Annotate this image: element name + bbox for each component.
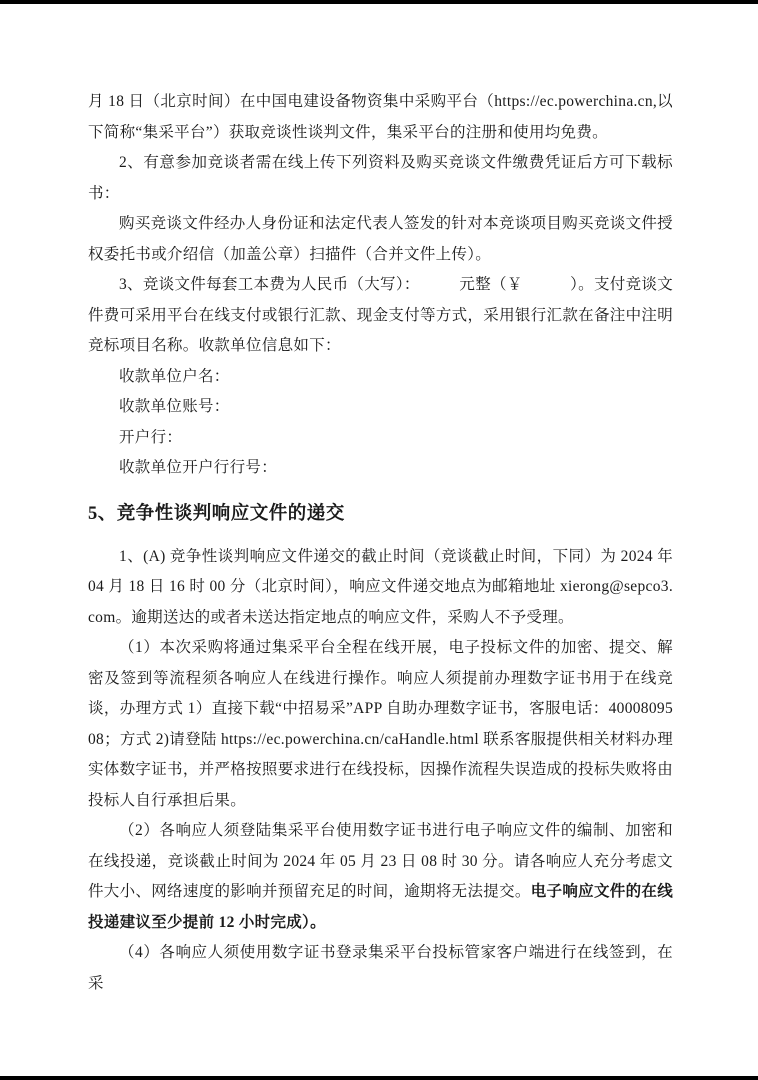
document-content <box>88 87 673 999</box>
paragraph-upload-deadline-text: （2）各响应人须登陆集采平台使用数字证书进行电子响应文件的编制、加密和在线投递，竞谈截止时间为 2024 年 05 月 23 日 08 时 30 分。请各响应人充分考虑文件大小、网络速度的影响并预留充足的时间，逾期将无法提交。 <box>88 822 673 900</box>
page-edge-top <box>0 0 758 4</box>
paragraph-upload-deadline-bold-text: 电子响应文件的在线投递建议至少提前 12 小时完成）。 <box>88 883 674 931</box>
page-edge-bottom <box>0 1076 758 1080</box>
paragraph-document-fee: 3、竞谈文件每套工本费为人民币（大写）： 元整（￥ ）。支付竞谈文件费可采用平台在线支付或银行汇款、现金支付等方式，采用银行汇款在备注中注明竞标项目名称。收款单位信息如下： <box>88 276 673 354</box>
paragraph-submission-deadline: 1、(A) 竞争性谈判响应文件递交的截止时间（竞谈截止时间，下同）为 2024 年 04 月 18 日 16 时 00 分（北京时间），响应文件递交地点为邮箱地址 xierong@sepco3.com。逾期送达的或者未送达指定地点的响应文件，采购人不予受理。 <box>88 547 673 626</box>
paragraph-online-sign-in: （4）各响应人须使用数字证书登录集采平台投标管家客户端进行在线签到，在采 <box>88 944 673 992</box>
paragraph-platform-access: 月 18 日（北京时间）在中国电建设备物资集中采购平台（https://ec.powerchina.cn,以下简称“集采平台”）获取竞谈性谈判文件，集采平台的注册和使用均免费。 <box>88 93 673 141</box>
label-payee-bank-code: 收款单位开户行行号： <box>119 459 278 476</box>
paragraph-authorization-scan: 购买竞谈文件经办人身份证和法定代表人签发的针对本竞谈项目购买竞谈文件授权委托书或介绍信（加盖公章）扫描件（合并文件上传）。 <box>88 215 673 263</box>
label-payee-bank: 开户行： <box>119 428 183 446</box>
paragraph-upload-requirement: 2、有意参加竞谈者需在线上传下列资料及购买竞谈文件缴费凭证后方可下载标书： <box>88 154 673 202</box>
paragraph-online-process: （1）本次采购将通过集采平台全程在线开展，电子投标文件的加密、提交、解密及签到等流程须各响应人在线进行操作。响应人须提前办理数字证书用于在线竞谈，办理方式 1）直接下载“中招易采”APP 自助办理数字证书，客服电话：4000809508；方式 2)请登陆 https://ec.powerchina.cn/caHandle.html 联系客服提供相关材料办理实体数字证书，并严格按照要求进行在线投标，因操作流程失误造成的投标失败将由投标人自行承担后果。 <box>88 639 673 809</box>
section-5-heading: 5、竞争性谈判响应文件的递交 <box>88 503 345 524</box>
label-payee-account: 收款单位账号： <box>119 398 230 415</box>
label-payee-name: 收款单位户名： <box>119 367 230 385</box>
paragraph-upload-deadline <box>88 816 673 938</box>
